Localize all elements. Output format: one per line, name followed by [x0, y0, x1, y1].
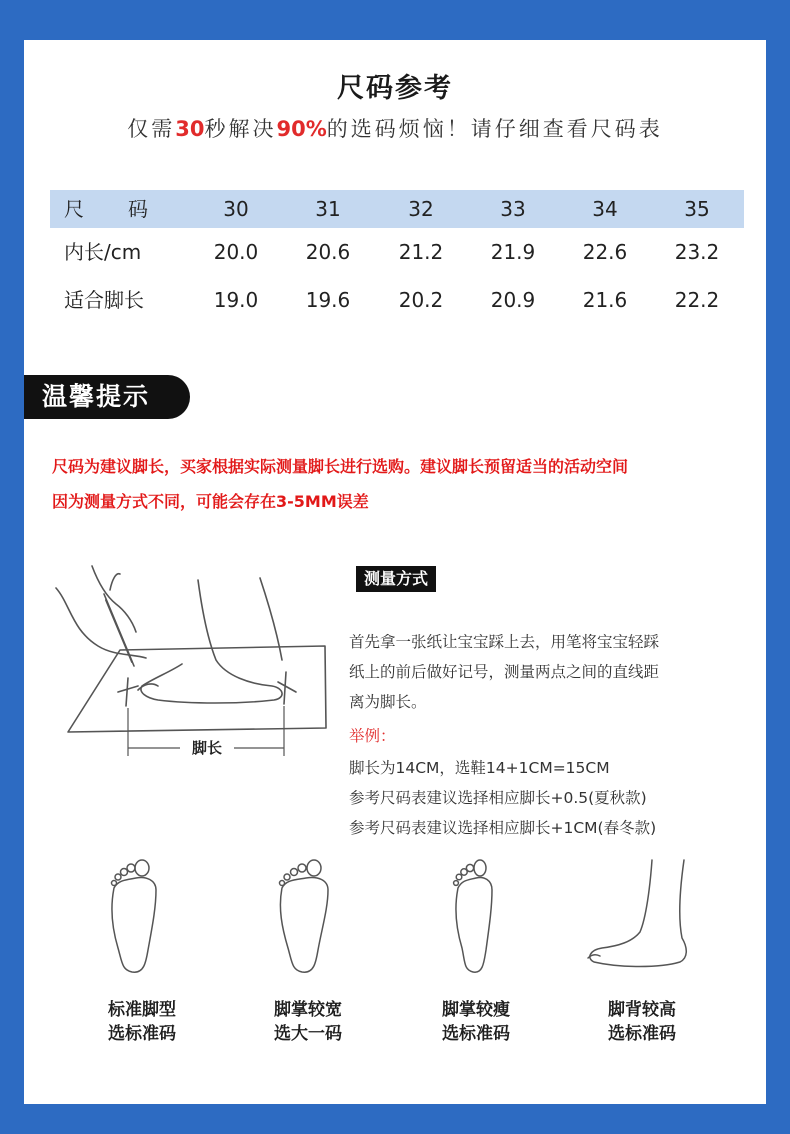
- page-title: 尺码参考: [337, 73, 453, 104]
- size-30: 30: [223, 197, 249, 221]
- table-cell: 21.9: [490, 240, 536, 264]
- size-34: 34: [592, 197, 618, 221]
- table-cell: 20.0: [213, 240, 259, 264]
- narrow-foot-icon: [440, 858, 510, 978]
- tips-line-1: 尺码为建议脚长，买家根据实际测量脚长进行选购。建议脚长预留适当的活动空间: [52, 457, 629, 476]
- wide-foot-icon: [270, 858, 340, 978]
- table-cell: 21.6: [582, 288, 628, 312]
- table-cell: 20.9: [490, 288, 536, 312]
- size-35: 35: [684, 197, 710, 221]
- size-table-header: [50, 190, 744, 228]
- table-cell: 21.2: [398, 240, 444, 264]
- page-subtitle: 仅需30秒解决90%的选码烦恼！请仔细查看尺码表: [127, 117, 663, 141]
- table-cell: 20.6: [305, 240, 351, 264]
- method-tag: 测量方式: [356, 566, 436, 592]
- diagram-label: 脚长: [191, 739, 223, 757]
- table-cell: 19.0: [213, 288, 259, 312]
- example-label: 举例：: [349, 727, 396, 745]
- table-cell: 20.2: [398, 288, 444, 312]
- example-line-1: 脚长为14CM，选鞋14+1CM=15CM: [349, 759, 610, 777]
- table-cell: 19.6: [305, 288, 351, 312]
- example-line-2: 参考尺码表建议选择相应脚长+0.5(夏秋款): [349, 789, 647, 807]
- foot-type-label-4: 脚背较高 选标准码: [608, 1000, 676, 1044]
- size-table: [50, 190, 744, 324]
- measuring-diagram: [50, 560, 340, 760]
- table-cell: 23.2: [674, 240, 720, 264]
- size-31: 31: [315, 197, 341, 221]
- size-33: 33: [500, 197, 526, 221]
- table-cell: 22.6: [582, 240, 628, 264]
- example-line-3: 参考尺码表建议选择相应脚长+1CM(春冬款): [349, 819, 657, 837]
- table-row: [50, 228, 744, 276]
- foot-type-label-2: 脚掌较宽 选大一码: [274, 1000, 342, 1044]
- tips-line-2: 因为测量方式不同，可能会存在3-5MM误差: [52, 492, 369, 511]
- foot-type-label-1: 标准脚型 选标准码: [108, 1000, 176, 1044]
- size-32: 32: [408, 197, 434, 221]
- high-instep-foot-icon: [580, 858, 690, 978]
- table-row: [50, 276, 744, 324]
- method-desc-1: 首先拿一张纸让宝宝踩上去，用笔将宝宝轻踩: [349, 633, 660, 651]
- row-label: 内长/cm: [64, 240, 142, 264]
- foot-type-label-3: 脚掌较瘦 选标准码: [442, 1000, 510, 1044]
- row-label: 适合脚长: [64, 288, 144, 312]
- tips-heading: 温馨提示: [24, 375, 190, 419]
- method-desc-2: 纸上的前后做好记号，测量两点之间的直线距: [349, 663, 660, 681]
- method-desc-3: 离为脚长。: [349, 693, 427, 711]
- standard-foot-icon: [100, 858, 170, 978]
- table-cell: 22.2: [674, 288, 720, 312]
- header-label: 尺 码: [64, 197, 148, 221]
